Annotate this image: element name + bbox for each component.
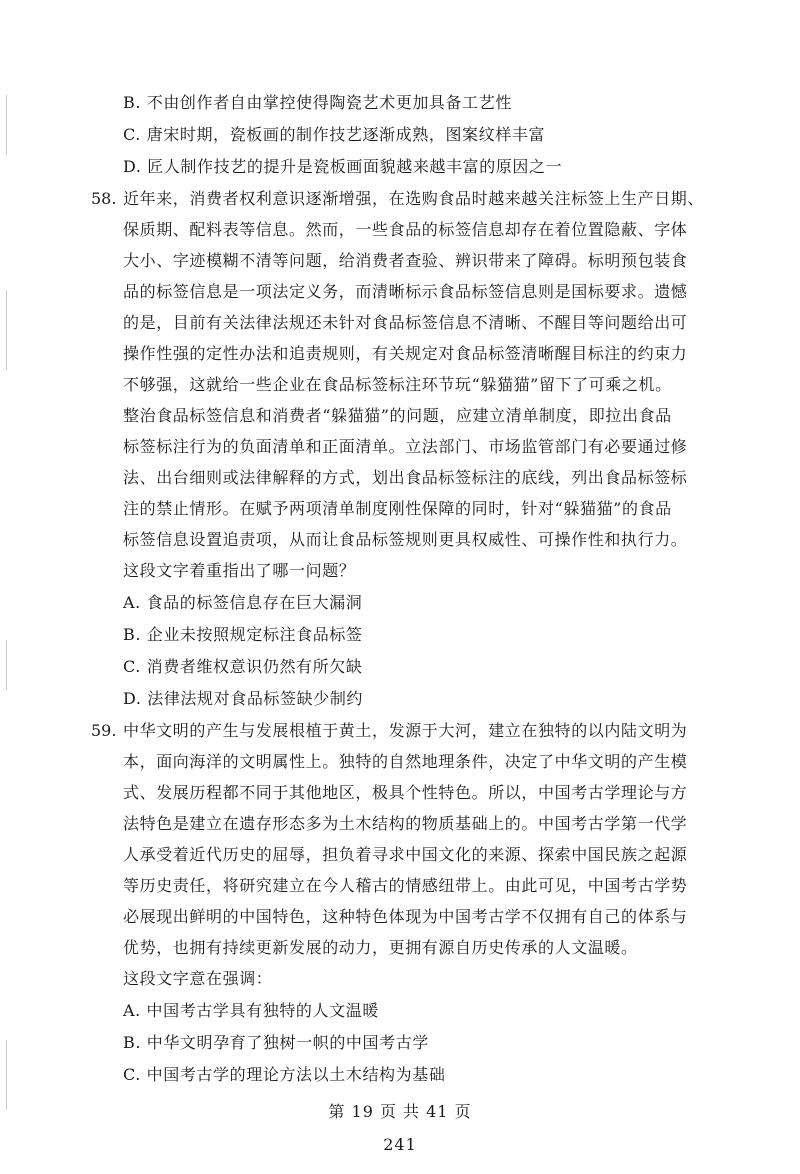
q57-option-c: C. 唐宋时期，瓷板画的制作技艺逐渐成熟，图案纹样丰富 <box>123 125 546 144</box>
page-counter: 第 19 页 共 41 页 <box>328 1102 472 1121</box>
q59-passage-line: 等历史责任，将研究建立在今人稽古的情感纽带上。由此可见，中国考古学势 <box>123 876 688 895</box>
q58-option-c: C. 消费者维权意识仍然有所欠缺 <box>123 657 363 676</box>
q59-option-a: A. 中国考古学具有独特的人文温暖 <box>123 1001 379 1020</box>
q58-passage-line: 注的禁止情形。在赋予两项清单制度刚性保障的同时，针对“躲猫猫”的食品 <box>123 499 672 518</box>
q58-passage-line: 的是，目前有关法律法规还未针对食品标签信息不清晰、不醒目等问题给出可 <box>123 313 688 332</box>
q59-passage-line: 人承受着近代历史的屈辱，担负着寻求中国文化的来源、探索中国民族之起源 <box>123 845 688 864</box>
q57-option-b: B. 不由创作者自由掌控使得陶瓷艺术更加具备工艺性 <box>123 93 512 112</box>
q58-passage-line: 操作性强的定性办法和追责规则，有关规定对食品标签清晰醒目标注的约束力 <box>123 344 688 363</box>
q59-question: 这段文字意在强调： <box>123 969 273 988</box>
q59-passage-line: 必展现出鲜明的中国特色，这种特色体现为中国考古学不仅拥有自己的体系与 <box>123 907 688 926</box>
page-number: 241 <box>383 1135 417 1154</box>
q58-question: 这段文字着重指出了哪一问题？ <box>123 561 356 580</box>
q59-passage-line: 式、发展历程都不同于其他地区，极具个性特色。所以，中国考古学理论与方 <box>123 783 688 802</box>
q58-passage-line: 大小、字迹模糊不清等问题，给消费者查验、辨识带来了障碍。标明预包装食 <box>123 251 688 270</box>
q59-passage-line: 法特色是建立在遗存形态多为土木结构的物质基础上的。中国考古学第一代学 <box>123 814 688 833</box>
q58-passage-line: 标签标注行为的负面清单和正面清单。立法部门、市场监管部门有必要通过修 <box>123 437 688 456</box>
q59-number: 59. <box>91 721 117 740</box>
q58-passage-line: 整治食品标签信息和消费者“躲猫猫”的问题，应建立清单制度，即拉出食品 <box>123 406 672 425</box>
q59-passage-line: 优势，也拥有持续更新发展的动力，更拥有源自历史传承的人文温暖。 <box>123 938 638 957</box>
q58-number: 58. <box>91 189 117 208</box>
q59-option-b: B. 中华文明孕育了独树一帜的中国考古学 <box>123 1033 429 1052</box>
q58-option-b: B. 企业未按照规定标注食品标签 <box>123 625 363 644</box>
q59-passage-line: 中华文明的产生与发展根植于黄土，发源于大河，建立在独特的以内陆文明为 <box>123 721 688 740</box>
q58-option-a: A. 食品的标签信息存在巨大漏洞 <box>123 593 363 612</box>
q58-passage-line: 保质期、配料表等信息。然而，一些食品的标签信息却存在着位置隐蔽、字体 <box>123 220 688 239</box>
q57-option-d: D. 匠人制作技艺的提升是瓷板画面貌越来越丰富的原因之一 <box>123 157 563 176</box>
scan-edge-mark <box>6 640 7 690</box>
q58-option-d: D. 法律法规对食品标签缺少制约 <box>123 689 364 708</box>
scan-edge-mark <box>6 95 7 155</box>
q59-passage-line: 本，面向海洋的文明属性上。独特的自然地理条件，决定了中华文明的产生模 <box>123 752 688 771</box>
q58-passage-line: 法、出台细则或法律解释的方式，划出食品标签标注的底线，列出食品标签标 <box>123 468 688 487</box>
q58-passage-line: 不够强，这就给一些企业在食品标签标注环节玩“躲猫猫”留下了可乘之机。 <box>123 375 672 394</box>
q59-option-c: C. 中国考古学的理论方法以土木结构为基础 <box>123 1065 446 1084</box>
q58-passage-line: 近年来，消费者权利意识逐渐增强，在选购食品时越来越关注标签上生产日期、 <box>123 189 705 208</box>
q58-passage-line: 品的标签信息是一项法定义务，而清晰标示食品标签信息则是国标要求。遗憾 <box>123 282 688 301</box>
q58-passage-line: 标签信息设置追责项，从而让食品标签规则更具权威性、可操作性和执行力。 <box>123 530 688 549</box>
scan-edge-mark <box>6 290 7 370</box>
